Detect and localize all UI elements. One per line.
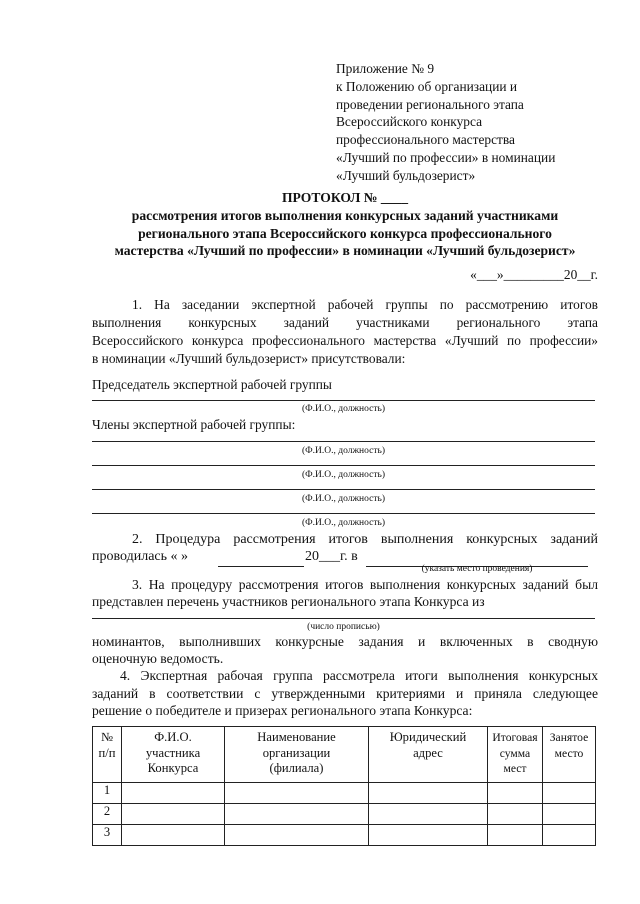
member-signature-line[interactable]: [92, 441, 595, 442]
protocol-subtitle-line: рассмотрения итогов выполнения конкурсных заданий участниками: [131, 208, 559, 223]
annex-line: Всероссийского конкурса: [336, 114, 483, 130]
row-number: 1: [93, 783, 122, 804]
protocol-title: ПРОТОКОЛ № ____: [281, 190, 409, 205]
chair-label: Председатель экспертной рабочей группы: [92, 377, 332, 392]
protocol-subtitle-line: мастерства «Лучший по профессии» в номинации «Лучший бульдозерист»: [114, 243, 576, 258]
protocol-subtitle-line: регионального этапа Всероссийского конкурса профессионального: [138, 226, 552, 241]
field-caption: (Ф.И.О., должность): [302, 404, 385, 414]
header-cell-address: Юридический адрес: [369, 727, 488, 783]
table-header-row: [93, 727, 596, 783]
members-label: Члены экспертной рабочей группы:: [92, 417, 296, 432]
row-number: 2: [93, 804, 122, 825]
header-cell-number: № п/п: [93, 727, 122, 783]
table-row: [93, 783, 596, 804]
chair-signature-line[interactable]: [92, 400, 595, 401]
annex-line: Приложение № 9: [336, 61, 435, 76]
table-cell[interactable]: [225, 825, 369, 846]
header-cell-place: Занятое место: [543, 727, 596, 783]
date-underline[interactable]: [218, 566, 304, 567]
annex-block: [336, 60, 606, 185]
table-cell[interactable]: [225, 783, 369, 804]
header-cell-name: Ф.И.О. участника Конкурса: [122, 727, 225, 783]
protocol-date-field[interactable]: «___»_________20__г.: [470, 267, 598, 282]
paragraph-3-line: номинантов, выполнивших конкурсные задания и включенных в сводную: [92, 634, 598, 649]
paragraph-3-line: представлен перечень участников регионального этапа Конкурса из: [92, 594, 485, 609]
paragraph-4-line: 4. Экспертная рабочая группа рассмотрела итоги выполнения конкурсных: [120, 668, 598, 683]
table-cell[interactable]: [225, 804, 369, 825]
table-cell[interactable]: [488, 804, 543, 825]
paragraph-line: Всероссийского конкурса профессионального мастерства «Лучший по профессии»: [92, 333, 598, 348]
paragraph-3-line: оценочную ведомость.: [92, 651, 224, 666]
paragraph-1: [92, 296, 598, 368]
count-underline[interactable]: [92, 618, 595, 619]
header-cell-organization: Наименование организации (филиала): [225, 727, 369, 783]
annex-line: проведении регионального этапа: [336, 96, 524, 112]
field-caption: (Ф.И.О., должность): [302, 518, 385, 528]
table-cell[interactable]: [488, 783, 543, 804]
table-cell[interactable]: [122, 825, 225, 846]
table-cell[interactable]: [488, 825, 543, 846]
member-signature-line[interactable]: [92, 489, 595, 490]
field-caption: (число прописью): [307, 622, 380, 632]
field-caption: (Ф.И.О., должность): [302, 470, 385, 480]
paragraph-3-line: 3. На процедуру рассмотрения итогов выполнения конкурсных заданий был: [132, 577, 598, 592]
field-caption: (указать место проведения): [421, 564, 533, 574]
table-cell[interactable]: [122, 804, 225, 825]
header-cell-total: Итоговая сумма мест: [488, 727, 543, 783]
table-cell[interactable]: [122, 783, 225, 804]
paragraph-4-line: решение о победителе и призерах регионального этапа Конкурса:: [92, 703, 473, 718]
annex-line: к Положению об организации и: [336, 78, 518, 94]
paragraph-2-line: 2. Процедура рассмотрения итогов выполнения конкурсных заданий: [132, 532, 598, 547]
field-caption: (Ф.И.О., должность): [302, 446, 385, 456]
table-cell[interactable]: [543, 804, 596, 825]
annex-line: «Лучший бульдозерист»: [336, 167, 476, 183]
table-row: [93, 825, 596, 846]
table-cell[interactable]: [369, 825, 488, 846]
results-table: [92, 726, 596, 846]
table-cell[interactable]: [369, 804, 488, 825]
member-signature-line[interactable]: [92, 465, 595, 466]
paragraph-2-line: проводилась « »: [92, 549, 189, 564]
row-number: 3: [93, 825, 122, 846]
annex-line: «Лучший по профессии» в номинации: [336, 149, 556, 165]
table-row: [93, 804, 596, 825]
paragraph-line: выполнения конкурсных заданий участниками регионального этапа: [92, 315, 598, 330]
table-cell[interactable]: [369, 783, 488, 804]
paragraph-line: в номинации «Лучший бульдозерист» присутствовали:: [92, 351, 406, 366]
annex-line: профессионального мастерства: [336, 132, 515, 148]
field-caption: (Ф.И.О., должность): [302, 494, 385, 504]
paragraph-line: 1. На заседании экспертной рабочей группы по рассмотрению итогов: [132, 297, 598, 312]
member-signature-line[interactable]: [92, 513, 595, 514]
paragraph-2-line: 20___г. в: [305, 549, 358, 564]
table-cell[interactable]: [543, 825, 596, 846]
paragraph-4-line: заданий в соответствии с утвержденными критериями и приняла следующее: [92, 686, 598, 701]
table-cell[interactable]: [543, 783, 596, 804]
